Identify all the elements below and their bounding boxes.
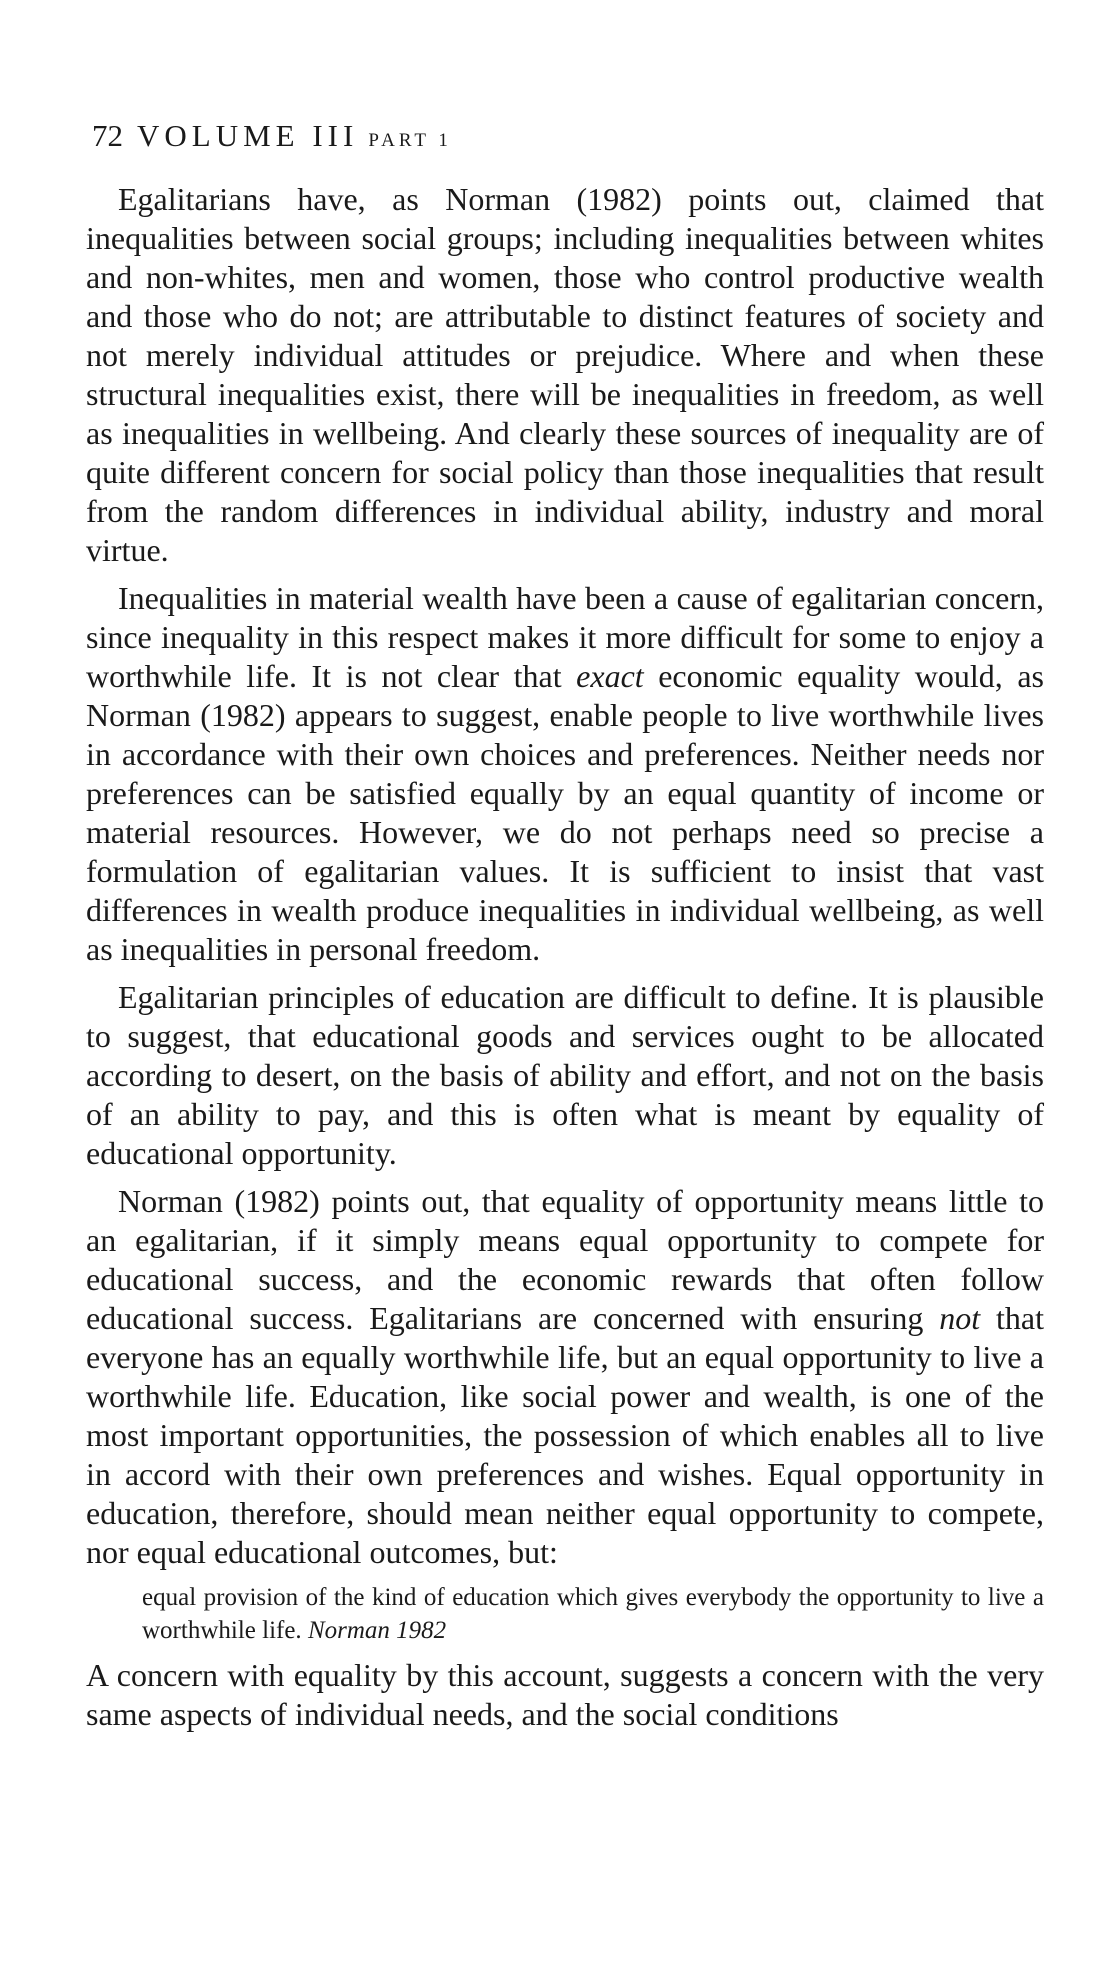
paragraph-2-text-a: Inequalities in material wealth have been a cause of egalitarian concern, since inequality in this respect makes it more difficult for some to enjoy a worthwhile life. It is not clear that (86, 580, 1044, 694)
volume-label: VOLUME III (137, 118, 359, 153)
paragraph-4-text-b: that everyone has an equally worthwhile life, but an equal opportunity to live a worthwhile life. Education, like social power and wealth, is one of the most important opportunities, the possession of which enables all to live in accord with their own preferences and wishes. Equal opportunity in education, therefore, should mean neither equal opportunity to compete, nor equal educational outcomes, but: (86, 1300, 1045, 1570)
paragraph-4-emphasis: not (939, 1300, 981, 1336)
paragraph-2 (86, 579, 1044, 969)
paragraph-3: Egalitarian principles of education are difficult to define. It is plausible to suggest, that educational goods and services ought to be allocated according to desert, on the basis of ability and effort, and not on the basis of an ability to pay, and this is often what is meant by equality of educational opportunity. (86, 979, 1044, 1171)
page-number: 72 (92, 118, 123, 153)
closing-paragraph: A concern with equality by this account, suggests a concern with the very same aspects of individual needs, and the social conditions (86, 1657, 1044, 1732)
running-head (92, 118, 452, 154)
block-quote-citation: Norman 1982 (307, 1617, 447, 1644)
block-quote (142, 1581, 1044, 1647)
paragraph-1: Egalitarians have, as Norman (1982) points out, claimed that inequalities between social groups; including inequalities between whites and non-whites, men and women, those who control productive wealth and those who do not; are attributable to distinct features of society and not merely individual attitudes or prejudice. Where and when these structural inequalities exist, there will be inequalities in freedom, as well as inequalities in wellbeing. And clearly these sources of inequality are of quite different concern for social policy than those inequalities that result from the random differences in individual ability, industry and moral virtue. (86, 181, 1044, 568)
paragraph-4-text-a: Norman (1982) points out, that equality of opportunity means little to an egalitarian, if it simply means equal opportunity to compete for educational success, and the economic rewards that often follow educational success. Egalitarians are concerned with ensuring (86, 1183, 1044, 1336)
paragraph-2-emphasis: exact (576, 658, 644, 694)
paragraph-4 (86, 1182, 1044, 1572)
paragraph-2-text-b: economic equality would, as Norman (1982) appears to suggest, enable people to live worthwhile lives in accordance with their own choices and preferences. Neither needs nor preferences can be satisfied equally by an equal quantity of income or material resources. However, we do not perhaps need so precise a formulation of egalitarian values. It is sufficient to insist that vast differences in wealth produce inequalities in individual wellbeing, as well as inequalities in personal freedom. (86, 658, 1045, 967)
part-label: PART 1 (368, 130, 452, 151)
body-text (86, 180, 1044, 1743)
block-quote-text: equal provision of the kind of education which gives everybody the opportunity to live a worthwhile life. (142, 1584, 1044, 1644)
